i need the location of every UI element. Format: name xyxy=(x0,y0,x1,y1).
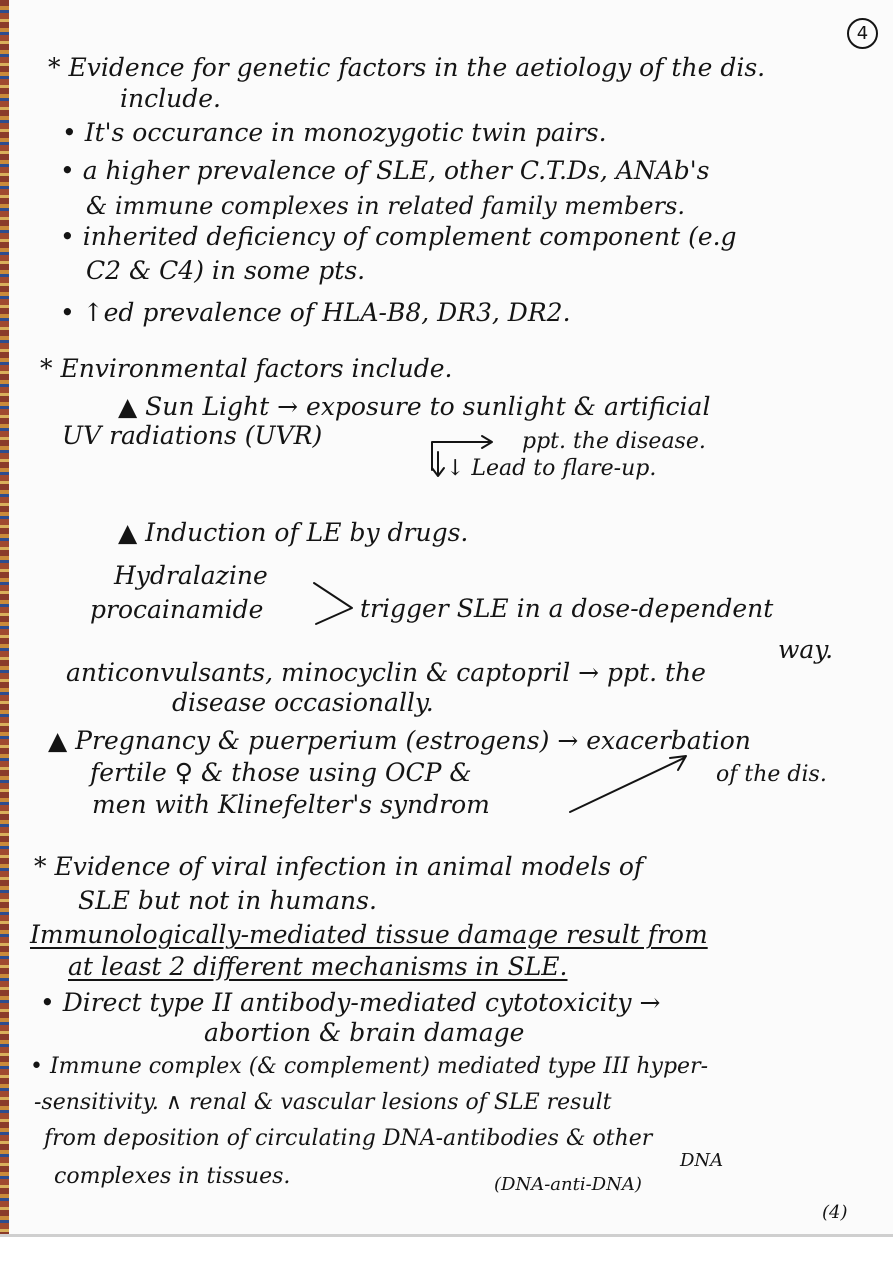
pregnancy-line-3: men with Klinefelter's syndrom xyxy=(92,790,490,819)
genetic-heading: * Evidence for genetic factors in the aetiology of the dis. xyxy=(48,53,766,82)
drug-bracket xyxy=(314,583,352,624)
genetic-point-prevalence-cont: & immune complexes in related family members. xyxy=(86,192,685,220)
drug-trigger-way: way. xyxy=(778,635,834,664)
drug-trigger-sle: trigger SLE in a dose-dependent xyxy=(360,594,774,623)
drug-hydralazine: Hydralazine xyxy=(114,561,268,590)
fabric-edge-strip xyxy=(0,0,9,1237)
genetic-point-complement-cont: C2 & C4) in some pts. xyxy=(86,256,366,285)
drug-procainamide: procainamide xyxy=(90,595,264,624)
type2-line-2: abortion & brain damage xyxy=(204,1018,525,1047)
genetic-point-prevalence: • a higher prevalence of SLE, other C.T.Ds, ANAb's xyxy=(60,156,710,185)
viral-evidence-line-2: SLE but not in humans. xyxy=(78,886,377,915)
drug-anticonvulsants-cont: disease occasionally. xyxy=(172,688,434,717)
genetic-point-complement: • inherited deficiency of complement component (e.g xyxy=(60,222,737,251)
genetic-point-hla: • ↑ed prevalence of HLA-B8, DR3, DR2. xyxy=(60,298,571,327)
sunlight-line-2: UV radiations (UVR) xyxy=(62,421,323,450)
environmental-heading: * Environmental factors include. xyxy=(40,354,453,383)
type3-line-1: • Immune complex (& complement) mediated type III hyper- xyxy=(30,1054,709,1079)
viral-evidence-line-1: * Evidence of viral infection in animal models of xyxy=(34,852,644,881)
sunlight-line-1: ▲ Sun Light → exposure to sunlight & artificial xyxy=(118,392,711,421)
pregnancy-line-2: fertile ♀ & those using OCP & xyxy=(90,758,472,787)
genetic-heading-cont: include. xyxy=(120,84,221,113)
type3-line-2: -sensitivity. ∧ renal & vascular lesions of SLE result xyxy=(34,1090,612,1115)
footer-page-number: (4) xyxy=(822,1202,848,1223)
immunological-heading: Immunologically-mediated tissue damage result from xyxy=(30,920,708,949)
page-number-circle: 4 xyxy=(847,18,878,49)
type3-line-3: from deposition of circulating DNA-antibodies & other xyxy=(44,1126,653,1151)
dna-label: DNA xyxy=(680,1150,724,1171)
type2-line-1: • Direct type II antibody-mediated cytotoxicity → xyxy=(40,988,661,1017)
sunlight-flare-up: ↓ Lead to flare-up. xyxy=(446,456,657,481)
pregnancy-exacerbation-cont: of the dis. xyxy=(716,762,827,787)
type3-line-4: complexes in tissues. xyxy=(54,1164,291,1189)
scan-bottom-edge xyxy=(0,1234,893,1237)
immunological-heading-cont: at least 2 different mechanisms in SLE. xyxy=(68,952,568,981)
sunlight-ppt-disease: ppt. the disease. xyxy=(522,429,706,454)
klinefelter-arrow xyxy=(570,756,686,812)
dna-anti-dna-label: (DNA-anti-DNA) xyxy=(494,1174,642,1195)
genetic-point-twins: • It's occurance in monozygotic twin pairs. xyxy=(62,118,607,147)
pregnancy-line-1: ▲ Pregnancy & puerperium (estrogens) → exacerbation xyxy=(48,726,751,755)
flare-down-arrow xyxy=(432,452,444,476)
drug-anticonvulsants: anticonvulsants, minocyclin & captopril → ppt. the xyxy=(66,658,706,687)
drugs-heading: ▲ Induction of LE by drugs. xyxy=(118,518,469,547)
